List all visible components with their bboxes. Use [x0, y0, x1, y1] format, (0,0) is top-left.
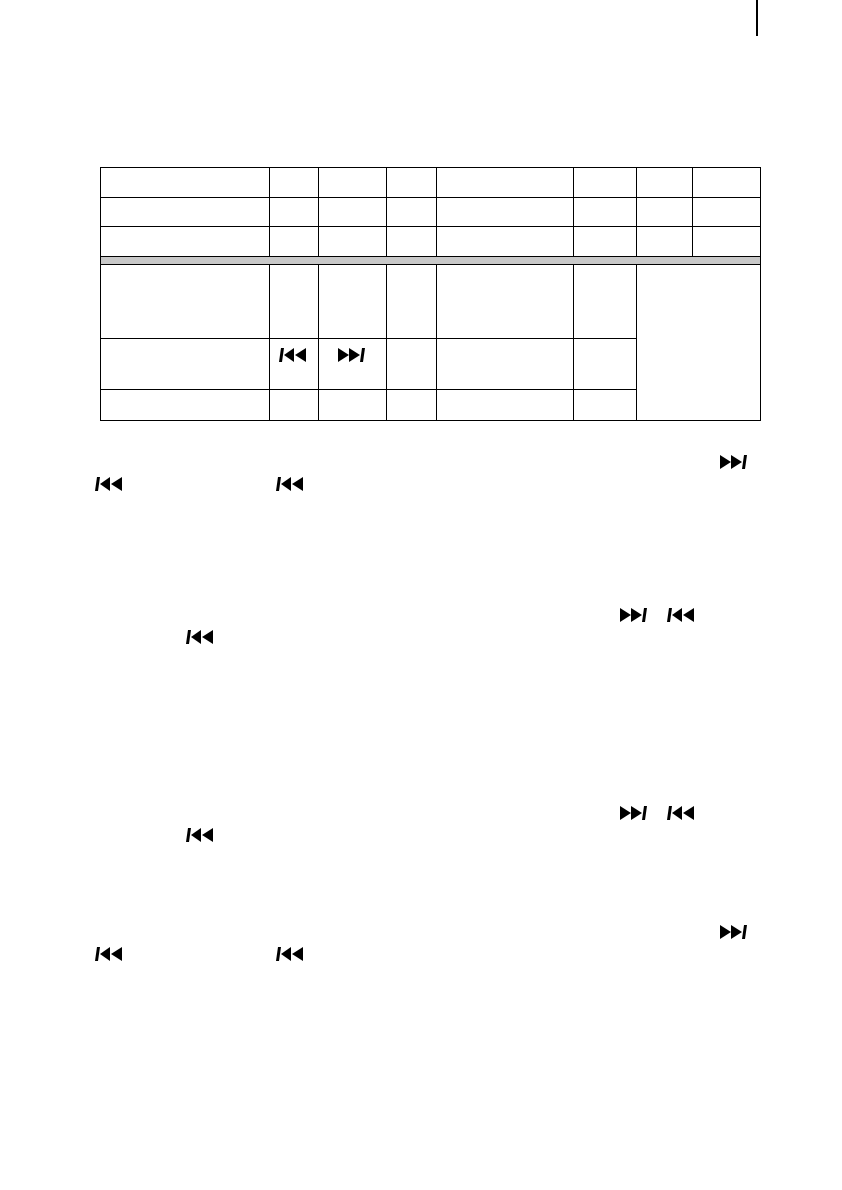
previous-track-icon: [279, 348, 307, 362]
previous-track-icon: [95, 947, 123, 961]
previous-track-icon: [276, 947, 304, 961]
next-track-icon: [719, 925, 747, 939]
next-track-icon: [619, 608, 647, 622]
next-track-icon: [337, 348, 365, 362]
button-function-table: [0, 0, 842, 430]
previous-track-icon: [667, 806, 695, 820]
previous-track-icon: [276, 477, 304, 491]
previous-track-icon: [95, 477, 123, 491]
previous-track-icon: [667, 608, 695, 622]
table-separator-band: [101, 257, 760, 264]
previous-track-icon: [186, 630, 214, 644]
next-track-icon: [619, 806, 647, 820]
next-track-icon: [719, 455, 747, 469]
table-border: [101, 168, 761, 421]
previous-track-icon: [186, 828, 214, 842]
